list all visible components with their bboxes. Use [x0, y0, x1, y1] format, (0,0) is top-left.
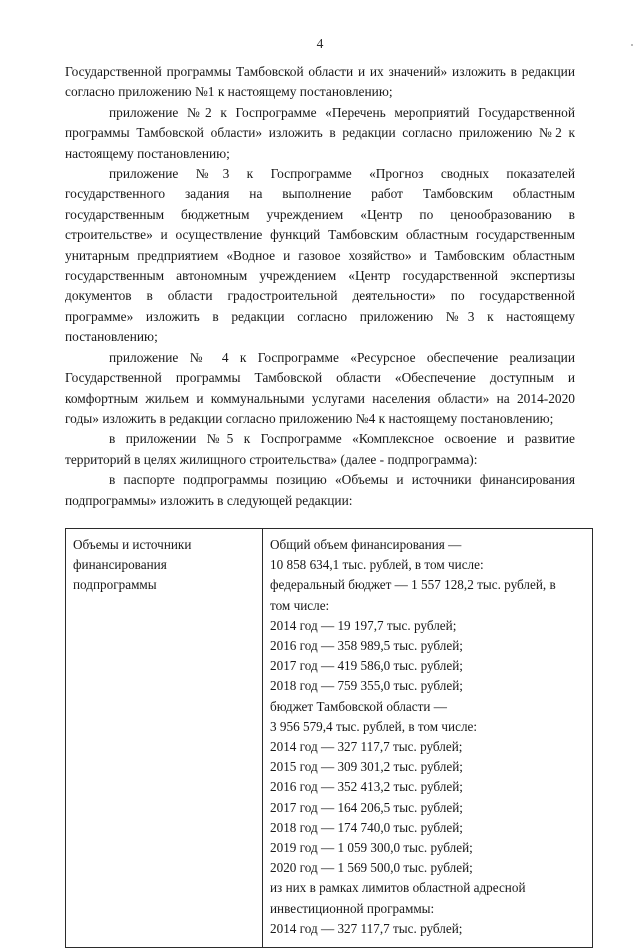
- scan-artifact: [631, 44, 633, 46]
- value-line: 2020 год — 1 569 500,0 тыс. рублей;: [270, 860, 473, 876]
- value-line: Общий объем финансирования —: [270, 536, 462, 552]
- value-line: 2017 год — 164 206,5 тыс. рублей;: [270, 799, 463, 815]
- value-line: 2019 год — 1 059 300,0 тыс. рублей;: [270, 839, 473, 855]
- table-cell-label: [66, 528, 263, 947]
- value-line: том числе:: [270, 597, 330, 613]
- value-line: 2014 год — 327 117,7 тыс. рублей;: [270, 738, 463, 754]
- paragraph-2: приложение №2 к Госпрограмме «Перечень мероприятий Государственной программы Тамбовской области» изложить в редакции согласно приложению №2 к настоящему постановлению;: [65, 104, 575, 161]
- value-line: 2018 год — 174 740,0 тыс. рублей;: [270, 819, 463, 835]
- label-line: подпрограммы: [73, 577, 157, 593]
- paragraph-5: в приложении №5 к Госпрограмме «Комплексное освоение и развитие территорий в целях жилищного строительства» (далее - подпрограмма):: [65, 431, 575, 467]
- paragraph-3: приложение №3 к Госпрограмме «Прогноз сводных показателей государственного задания на выполнение работ Тамбовским областным государственным бюджетным учреждением «Центр по ценообразованию в строительстве» и осуществление функций Тамбовским областным государственным унитарным предприятием «Водное и газовое хозяйство» и Тамбовским областным государственным автономным учреждением «Центр государственной экспертизы документов в области градостроительной деятельности» по государственной программе» изложить в редакции согласно приложению №3 к настоящему постановлению;: [65, 166, 575, 345]
- table-row: [66, 528, 593, 947]
- value-line: 2014 год — 327 117,7 тыс. рублей;: [270, 920, 463, 936]
- value-line: 2014 год — 19 197,7 тыс. рублей;: [270, 617, 457, 633]
- label-line: финансирования: [73, 557, 167, 573]
- paragraph-6: в паспорте подпрограммы позицию «Объемы и источники финансирования подпрограммы» изложить в следующей редакции:: [65, 472, 575, 508]
- financing-table: [65, 528, 593, 948]
- value-line: 2016 год — 358 989,5 тыс. рублей;: [270, 637, 463, 653]
- value-line: из них в рамках лимитов областной адресной: [270, 880, 526, 896]
- value-line: инвестиционной программы:: [270, 900, 435, 916]
- label-line: Объемы и источники: [73, 536, 192, 552]
- financing-table-wrapper: [65, 528, 562, 948]
- value-line: федеральный бюджет — 1 557 128,2 тыс. рублей, в: [270, 577, 556, 593]
- value-line: 10 858 634,1 тыс. рублей, в том числе:: [270, 557, 484, 573]
- paragraph-1: Государственной программы Тамбовской области и их значений» изложить в редакции согласно приложению №1 к настоящему постановлению;: [65, 64, 575, 100]
- value-line: 3 956 579,4 тыс. рублей, в том числе:: [270, 718, 478, 734]
- table-cell-value: [263, 528, 593, 947]
- value-line: 2018 год — 759 355,0 тыс. рублей;: [270, 678, 463, 694]
- value-line: бюджет Тамбовской области —: [270, 698, 447, 714]
- value-line: 2015 год — 309 301,2 тыс. рублей;: [270, 759, 463, 775]
- document-body: [65, 62, 575, 948]
- value-line: 2016 год — 352 413,2 тыс. рублей;: [270, 779, 463, 795]
- value-line: 2017 год — 419 586,0 тыс. рублей;: [270, 658, 463, 674]
- paragraph-4: приложение № 4 к Госпрограмме «Ресурсное обеспечение реализации Государственной программы Тамбовской области «Обеспечение доступным и комфортным жильем и коммунальными услугами населения области» на 2014-2020 годы» изложить в редакции согласно приложению №4 к настоящему постановлению;: [65, 349, 575, 426]
- page-number: 4: [316, 36, 324, 51]
